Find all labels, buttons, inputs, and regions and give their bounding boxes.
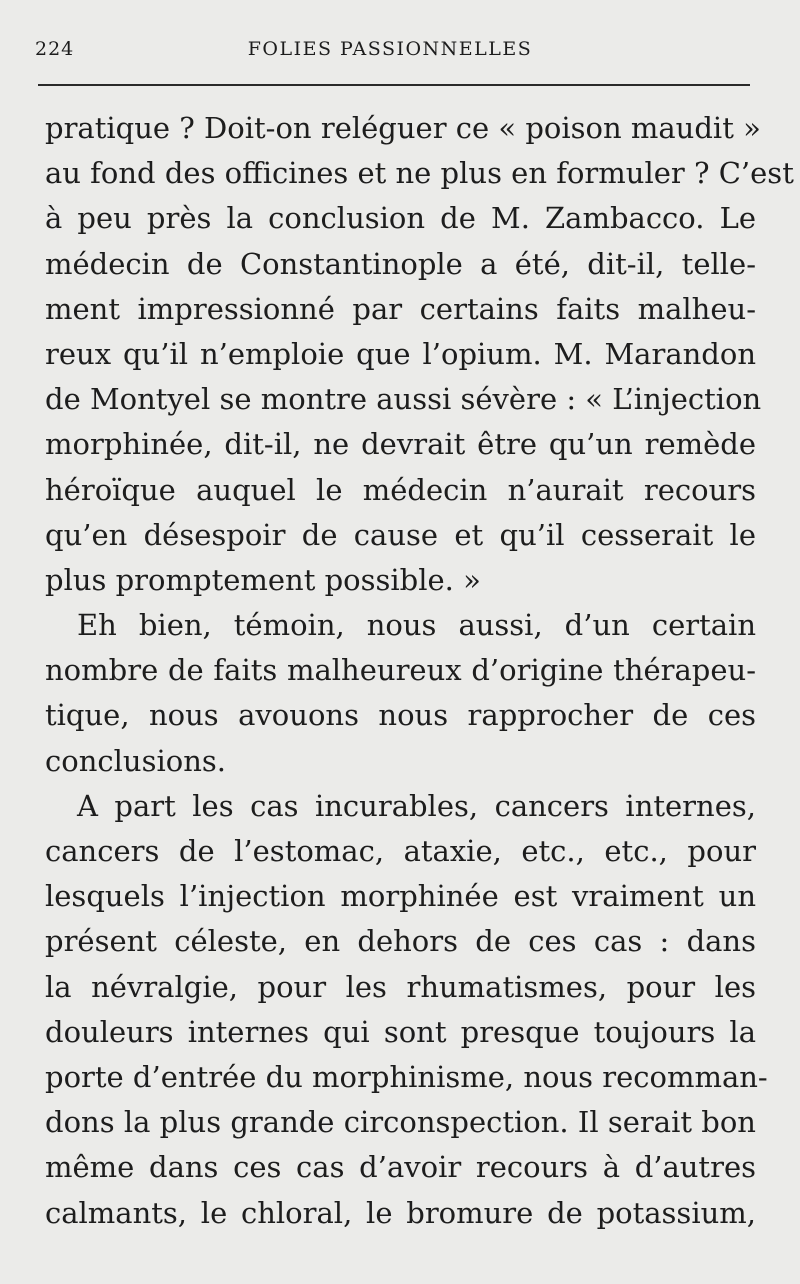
text-line: cancers de l’estomac, ataxie, etc., etc., pour — [45, 834, 756, 868]
text-line: reux qu’il n’emploie que l’opium. M. Marandon — [45, 336, 756, 371]
text-line: même dans ces cas d’avoir recours à d’autres — [45, 1150, 756, 1185]
text-line: pratique ? Doit-on reléguer ce « poison maudit » — [45, 111, 761, 145]
text-line: qu’en désespoir de cause et qu’il cesserait le — [45, 517, 756, 552]
page-number: 224 — [35, 38, 75, 60]
text-line: présent céleste, en dehors de ces cas : dans — [45, 924, 756, 959]
text-line: lesquels l’injection morphinée est vraiment un — [45, 879, 756, 914]
page-body — [45, 106, 794, 1236]
running-head: FOLIES PASSIONNELLES — [247, 38, 533, 60]
text-line: héroïque auquel le médecin n’aurait recours — [45, 472, 756, 507]
text-line: porte d’entrée du morphinisme, nous recomman- — [45, 1059, 768, 1094]
text-line: douleurs internes qui sont presque toujours la — [45, 1014, 756, 1049]
text-line: Eh bien, témoin, nous aussi, d’un certain — [77, 608, 756, 643]
text-line: de Montyel se montre aussi sévère : « L’injection — [45, 382, 762, 417]
text-line: tique, nous avouons nous rapprocher de ces — [45, 698, 756, 733]
text-line: médecin de Constantinople a été, dit-il, telle- — [45, 246, 756, 281]
text-line: à peu près la conclusion de M. Zambacco. Le — [45, 201, 756, 236]
text-line: au fond des officines et ne plus en formuler ? C’est — [45, 156, 794, 191]
text-line: nombre de faits malheureux d’origine thérapeu- — [45, 653, 756, 688]
text-line: ment impressionné par certains faits malheu- — [45, 291, 756, 326]
header-rule — [38, 84, 750, 86]
page-header — [35, 38, 745, 78]
text-line: dons la plus grande circonspection. Il serait bon — [45, 1105, 756, 1140]
text-line: calmants, le chloral, le bromure de potassium, — [45, 1195, 756, 1230]
text-line: plus promptement possible. » — [45, 562, 481, 597]
text-line: la névralgie, pour les rhumatismes, pour les — [45, 969, 756, 1004]
text-line: conclusions. — [45, 743, 226, 778]
text-line: A part les cas incurables, cancers internes, — [77, 788, 756, 823]
text-line: morphinée, dit-il, ne devrait être qu’un remède — [45, 427, 756, 462]
